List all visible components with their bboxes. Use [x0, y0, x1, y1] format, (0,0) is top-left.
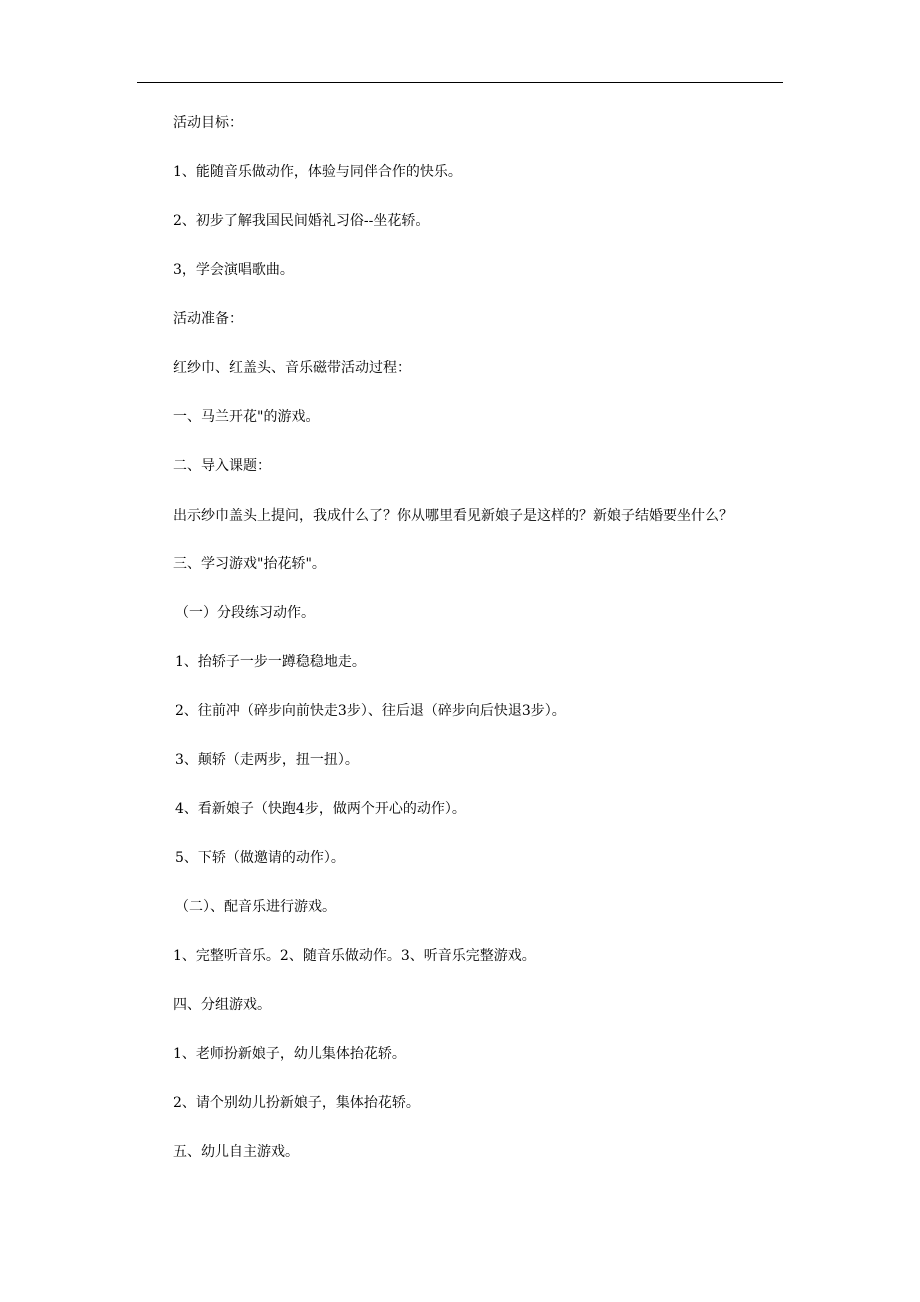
step-item: 3、颠轿（走两步，扭一扭）。: [175, 752, 359, 768]
step-item: 1、完整听音乐。2、随音乐做动作。3、听音乐完整游戏。: [173, 948, 536, 964]
step-item: 1、抬轿子一步一蹲稳稳地走。: [175, 654, 366, 670]
section-heading: 一、马兰开花"的游戏。: [173, 409, 320, 425]
preparation-text: 红纱巾、红盖头、音乐磁带活动过程：: [173, 360, 411, 376]
step-item: 1、老师扮新娘子，幼儿集体抬花轿。: [173, 1046, 406, 1062]
step-item: 5、下轿（做邀请的动作）。: [175, 850, 345, 866]
body-paragraph: 出示纱巾盖头上提问，我成什么了？你从哪里看见新娘子是这样的？新娘子结婚要坐什么？: [173, 508, 733, 524]
goal-item: 2、初步了解我国民间婚礼习俗--坐花轿。: [173, 213, 430, 229]
header-rule: [137, 82, 783, 83]
section-heading: 二、导入课题：: [173, 458, 271, 474]
section-heading: 五、幼儿自主游戏。: [173, 1144, 299, 1160]
step-item: 2、请个别幼儿扮新娘子，集体抬花轿。: [173, 1095, 420, 1111]
heading-activity-goals: 活动目标：: [173, 115, 243, 131]
step-item: 2、往前冲（碎步向前快走3步）、往后退（碎步向后快退3步）。: [175, 703, 566, 719]
heading-activity-preparation: 活动准备：: [173, 311, 243, 327]
goal-item: 3，学会演唱歌曲。: [173, 262, 294, 278]
step-item: 4、看新娘子（快跑4步，做两个开心的动作）。: [175, 801, 466, 817]
document-body: [137, 112, 783, 1190]
subsection-heading: （一）分段练习动作。: [175, 605, 315, 621]
subsection-heading: （二）、配音乐进行游戏。: [175, 899, 336, 915]
section-heading: 三、学习游戏"抬花轿"。: [173, 556, 326, 572]
section-heading: 四、分组游戏。: [173, 997, 271, 1013]
goal-item: 1、能随音乐做动作，体验与同伴合作的快乐。: [173, 164, 462, 180]
